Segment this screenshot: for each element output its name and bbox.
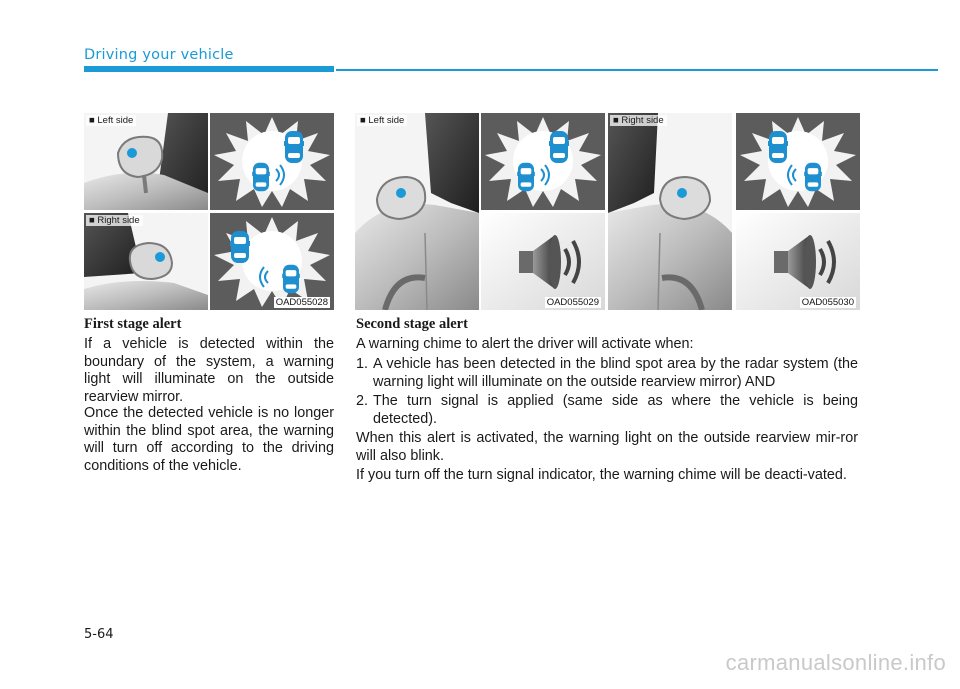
figure-code: OAD055029 <box>546 297 599 308</box>
figure-second-stage-left-illustration <box>355 113 605 310</box>
header-rule-thick <box>84 66 334 72</box>
figure-label-left-side: ■ Left side <box>86 115 136 126</box>
second-stage-paragraph-2: If you turn off the turn signal indicator, the warning chime will be deacti-vated. <box>356 467 847 483</box>
second-stage-title: Second stage alert <box>356 316 468 332</box>
header-title: Driving your vehicle <box>84 47 234 63</box>
figure-code: OAD055028 <box>275 297 328 308</box>
list-number: 1. <box>356 356 369 372</box>
figure-code: OAD055030 <box>801 297 854 308</box>
figure-second-stage-right <box>608 113 860 310</box>
figure-label-right-side: ■ Right side <box>610 115 667 126</box>
figure-label-left-side: ■ Left side <box>357 115 407 126</box>
first-stage-paragraph-2: Once the detected vehicle is no longer within the blind spot area, the warning will turn off according to the driving conditions of the vehicle. <box>84 405 334 474</box>
second-stage-condition-1 <box>356 356 858 391</box>
second-stage-intro: A warning chime to alert the driver will activate when: <box>356 336 694 352</box>
figure-second-stage-right-illustration <box>608 113 860 310</box>
list-number: 2. <box>356 393 369 409</box>
list-text: A vehicle has been detected in the blind spot area by the radar system (the warning light will illuminate on the outside rearview mirror) AND <box>373 356 858 390</box>
figure-first-stage-illustration <box>84 113 334 310</box>
watermark: carmanualsonline.info <box>725 650 946 675</box>
first-stage-title: First stage alert <box>84 316 182 332</box>
first-stage-paragraph-1: If a vehicle is detected within the boundary of the system, a warning light will illuminate on the outside rearview mirror. <box>84 336 334 405</box>
figure-label-right-side: ■ Right side <box>86 215 143 226</box>
second-stage-paragraph-1: When this alert is activated, the warning light on the outside rearview mir-ror will also blink. <box>356 430 858 464</box>
figure-first-stage-alert <box>84 113 334 310</box>
header-rule-thin <box>336 69 938 71</box>
page-number: 5-64 <box>84 627 114 642</box>
second-stage-condition-2 <box>356 393 858 428</box>
list-text: The turn signal is applied (same side as where the vehicle is being detected). <box>373 393 858 427</box>
figure-second-stage-left <box>355 113 605 310</box>
